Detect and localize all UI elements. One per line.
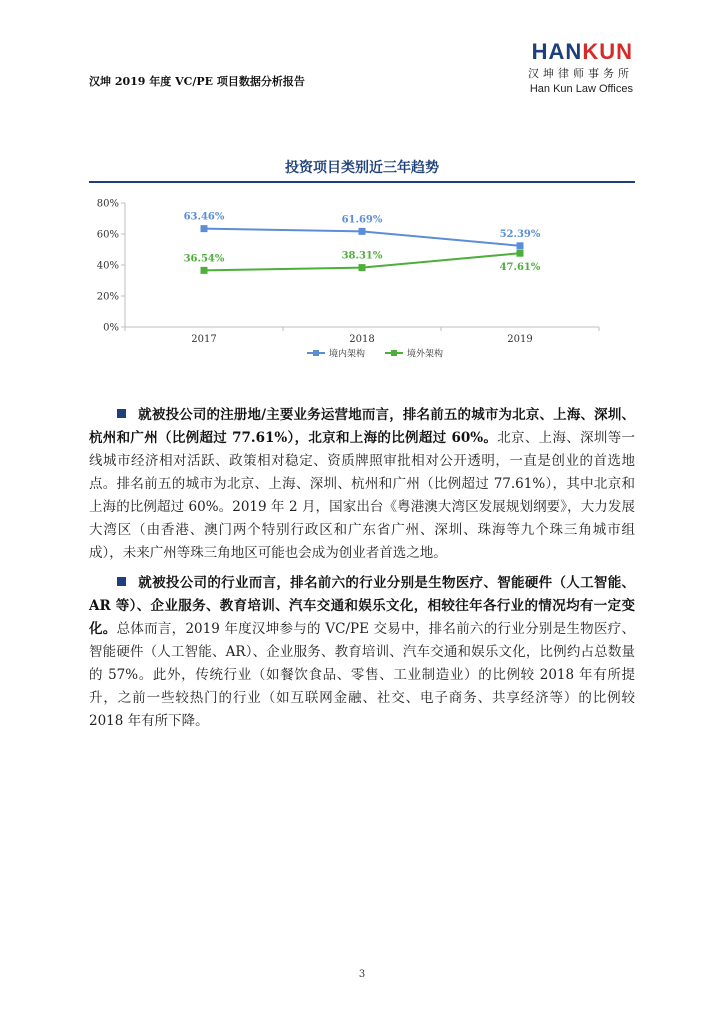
bullet-square-icon	[117, 577, 126, 586]
x-tick-label: 2018	[349, 334, 375, 345]
bullet-square-icon	[117, 409, 126, 418]
data-label: 47.61%	[499, 262, 541, 274]
data-label: 36.54%	[183, 253, 225, 265]
data-point	[517, 250, 524, 257]
data-label: 38.31%	[341, 250, 383, 262]
logo-name-cn: 汉坤律师事务所	[528, 67, 633, 80]
legend-marker	[313, 350, 319, 356]
paragraph-cities	[89, 404, 635, 565]
chart-title-rule	[89, 181, 635, 183]
logo-brand	[528, 40, 633, 64]
trend-line-chart	[89, 190, 635, 370]
logo-brand-han: HAN	[531, 39, 583, 64]
logo-brand-kun: KUN	[582, 39, 633, 64]
y-tick-label: 20%	[96, 291, 119, 303]
data-point	[517, 242, 524, 249]
data-point	[359, 264, 366, 271]
y-tick-label: 0%	[103, 322, 119, 334]
data-point	[201, 225, 208, 232]
data-label: 61.69%	[341, 214, 383, 226]
legend-label: 境内架构	[329, 349, 366, 360]
paragraph-industries-body: 总体而言，2019 年度汉坤参与的 VC/PE 交易中，排名前六的行业分别是生物医疗、智能硬件（人工智能、AR）、企业服务、教育培训、汽车交通和娱乐文化，比例约占总数量的 57%。此外，传统行业（如餐饮食品、零售、工业制造业）的比例较 2018 年有所提升，之前一些较热门的行业（如互联网金融、社交、电子商务、共享经济等）的比例较 2018 年有所下降。	[89, 621, 636, 729]
data-label: 63.46%	[183, 211, 225, 223]
data-label: 52.39%	[499, 228, 541, 240]
chart-title: 投资项目类别近三年趋势	[285, 160, 439, 176]
y-tick-label: 80%	[96, 198, 119, 210]
report-title: 汉坤 2019 年度 VC/PE 项目数据分析报告	[89, 75, 305, 88]
page-number: 3	[358, 969, 366, 980]
logo-name-en: Han Kun Law Offices	[529, 83, 633, 95]
paragraph-cities-body: 北京、上海、深圳等一线城市经济相对活跃、政策相对稳定、资质牌照审批相对公开透明，一直是创业的首选地点。排名前五的城市为北京、上海、深圳、杭州和广州（比例超过 77.61%），其中北京和上海的比例超过 60%。2019 年 2 月，国家出台《粤港澳大湾区发展规划纲要》，大力发展大湾区（由香港、澳门两个特别行政区和广东省广州、深圳、珠海等九个珠三角城市组成），未来广州等珠三角地区可能也会成为创业者首选之地。	[89, 430, 635, 561]
paragraph-industries-lead: 就被投公司的行业而言，排名前六的行业分别是生物医疗、智能硬件（人工智能、AR 等）、企业服务、教育培训、汽车交通和娱乐文化，相较往年各行业的情况均有一定变化。	[89, 575, 635, 637]
legend-label: 境外架构	[407, 349, 444, 360]
paragraph-industries	[89, 572, 635, 733]
data-point	[359, 228, 366, 235]
y-tick-label: 60%	[96, 229, 119, 241]
legend-marker	[391, 350, 397, 356]
x-tick-label: 2019	[507, 334, 533, 345]
data-point	[201, 267, 208, 274]
paragraph-cities-lead: 就被投公司的注册地/主要业务运营地而言，排名前五的城市为北京、上海、深圳、杭州和广州（比例超过 77.61%），北京和上海的比例超过 60%。	[89, 407, 635, 446]
hankun-logo	[528, 40, 633, 96]
y-tick-label: 40%	[96, 260, 119, 272]
x-tick-label: 2017	[191, 334, 217, 345]
